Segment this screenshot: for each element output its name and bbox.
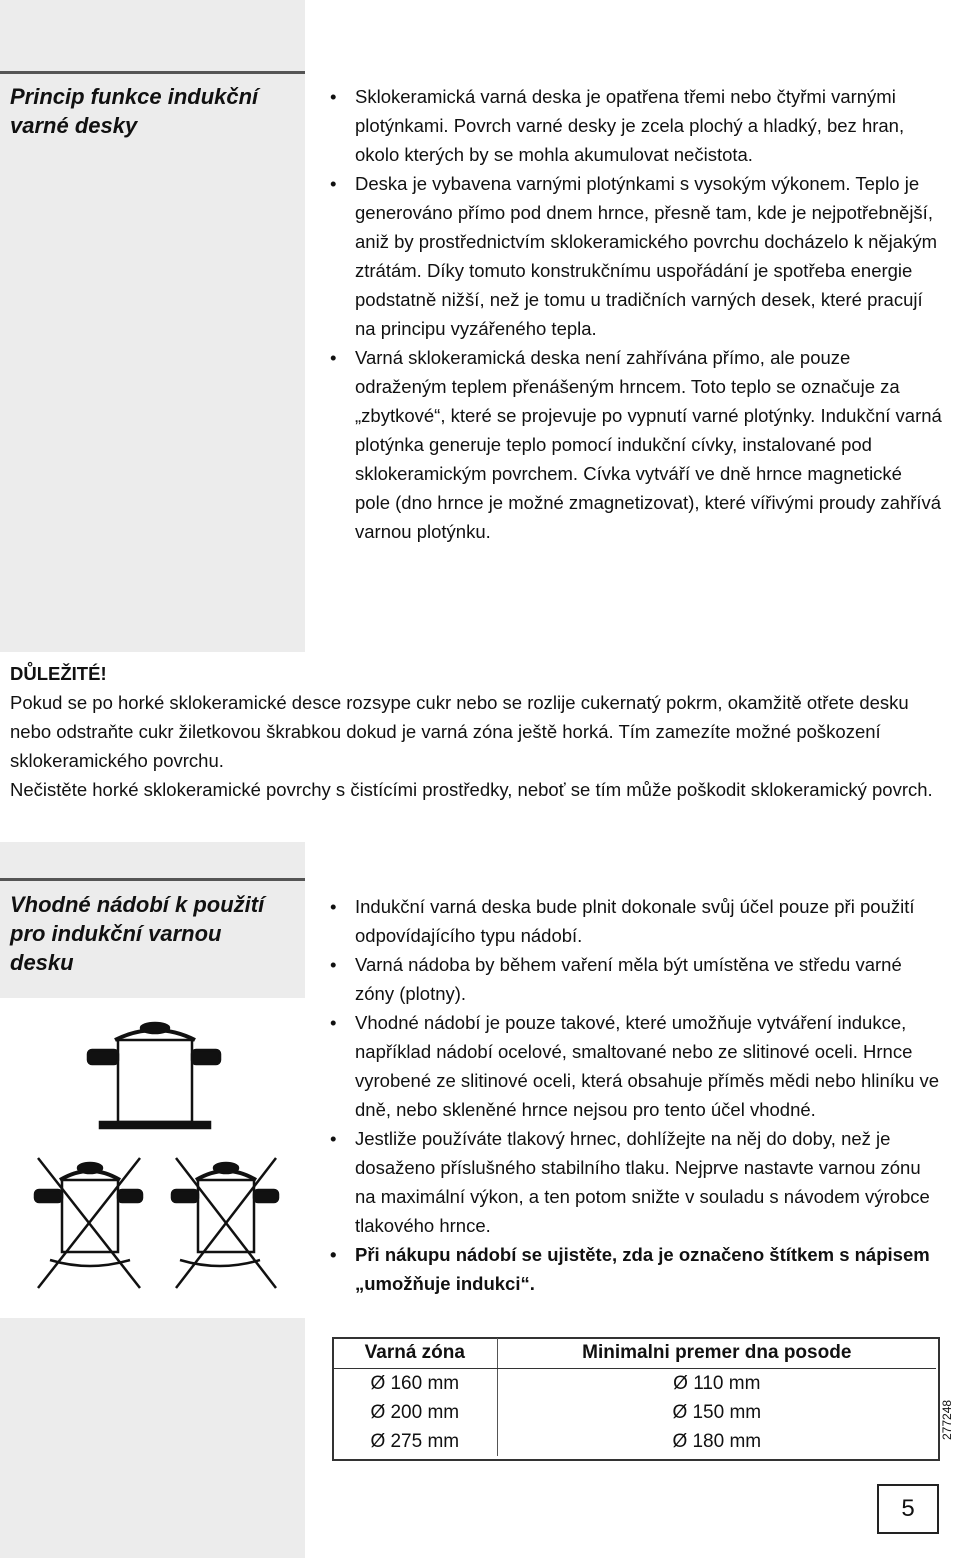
column-header: Varná zóna (333, 1338, 497, 1369)
list-item: • Indukční varná deska bude plnit dokonale svůj účel pouze při použití odpovídajícího typu nádobí. (330, 892, 942, 950)
table-header-row (333, 1338, 936, 1369)
section-rule (0, 878, 305, 881)
table-cell: Ø 110 mm (497, 1369, 936, 1399)
section-title-cookware: Vhodné nádobí k použití pro indukční varnou desku (10, 892, 265, 975)
list-item: • Jestliže používáte tlakový hrnec, dohlížejte na něj do doby, než je dosaženo příslušného stabilního tlaku. Nejprve nastavte varnou zónu na maximální výkon, a ten potom snižte v souladu s návodem výrobce tlakového hrnce. (330, 1124, 942, 1240)
section-title-principle: Princip funkce indukční varné desky (10, 84, 259, 138)
pot-crossed-small-icon (35, 1158, 142, 1288)
table-row (333, 1427, 936, 1456)
document-code: 277248 (940, 1399, 954, 1440)
table-cell: Ø 150 mm (497, 1398, 936, 1427)
cookware-bullet-list (330, 892, 942, 1298)
bullet-icon: • (330, 347, 337, 368)
zone-size-table (333, 1338, 936, 1456)
bullet-icon: • (330, 896, 337, 917)
section-rule (0, 71, 305, 74)
bullet-icon: • (330, 86, 337, 107)
principle-bullet-list (330, 82, 942, 546)
table-row (333, 1398, 936, 1427)
list-item: • Sklokeramická varná deska je opatřena třemi nebo čtyřmi varnými plotýnkami. Povrch varné desky je zcela plochý a hladký, bez hran, okolo kterých by se mohla akumulovat nečistota. (330, 82, 942, 169)
important-notice (10, 659, 940, 804)
table-cell: Ø 160 mm (370, 1372, 460, 1394)
table-cell: Ø 180 mm (497, 1427, 936, 1456)
table-cell: Ø 275 mm (370, 1430, 460, 1452)
list-item: • Vhodné nádobí je pouze takové, které umožňuje vytváření indukce, například nádobí ocelové, smaltované nebo ze slitinové oceli. Hrnce vyrobené ze slitinové oceli, která obsahuje příměs mědi nebo hliníku ve dně, nebo skleněné hrnce nejsou pro tento účel vhodné. (330, 1008, 942, 1124)
bullet-icon: • (330, 1244, 337, 1265)
bullet-icon: • (330, 173, 337, 194)
column-header: Minimalni premer dna posode (497, 1338, 936, 1369)
pot-correct-icon (88, 1023, 220, 1128)
table-cell: Ø 200 mm (370, 1401, 460, 1423)
important-heading: DŮLEŽITÉ! (10, 663, 107, 684)
cookware-illustration (30, 1010, 290, 1310)
list-item: • Varná sklokeramická deska není zahřívána přímo, ale pouze odraženým teplem přenášeným hrncem. Toto teplo se označuje za „zbytkové“, které se projevuje po vypnutí varné plotýnky. Indukční varná plotýnka generuje teplo pomocí indukční cívky, instalované pod sklokeramickým povrchem. Cívka vytváří ve dně hrnce magnetické pole (dno hrnce je možné zmagnetizovat), které vířivými proudy zahřívá varnou plotýnku. (330, 343, 942, 546)
page-number: 5 (877, 1484, 939, 1534)
table-row (333, 1369, 936, 1399)
bullet-icon: • (330, 954, 337, 975)
important-paragraph: Nečistěte horké sklokeramické povrchy s čistícími prostředky, neboť se tím může poškodit sklokeramický povrch. (10, 779, 933, 800)
list-item: • Při nákupu nádobí se ujistěte, zda je označeno štítkem s nápisem „umožňuje indukci“. (330, 1240, 942, 1298)
list-item: • Varná nádoba by během vaření měla být umístěna ve středu varné zóny (plotny). (330, 950, 942, 1008)
bullet-icon: • (330, 1128, 337, 1149)
pot-crossed-offcenter-icon (172, 1158, 278, 1288)
important-paragraph: Pokud se po horké sklokeramické desce rozsype cukr nebo se rozlije cukernatý pokrm, okamžitě otřete desku nebo odstraňte cukr žiletkovou škrabkou dokud je varná zóna ještě horká. Tím zamezíte možné poškození sklokeramického povrchu. (10, 692, 909, 771)
bullet-icon: • (330, 1012, 337, 1033)
list-item: • Deska je vybavena varnými plotýnkami s vysokým výkonem. Teplo je generováno přímo pod dnem hrnce, přesně tam, kde je nejpotřebnější, aniž by prostřednictvím sklokeramického povrchu docházelo k nějakým ztrátám. Díky tomuto konstrukčnímu uspořádání je spotřeba energie podstatně nižší, než je tomu u tradičních varných desek, které pracují na principu vyzářeného tepla. (330, 169, 942, 343)
